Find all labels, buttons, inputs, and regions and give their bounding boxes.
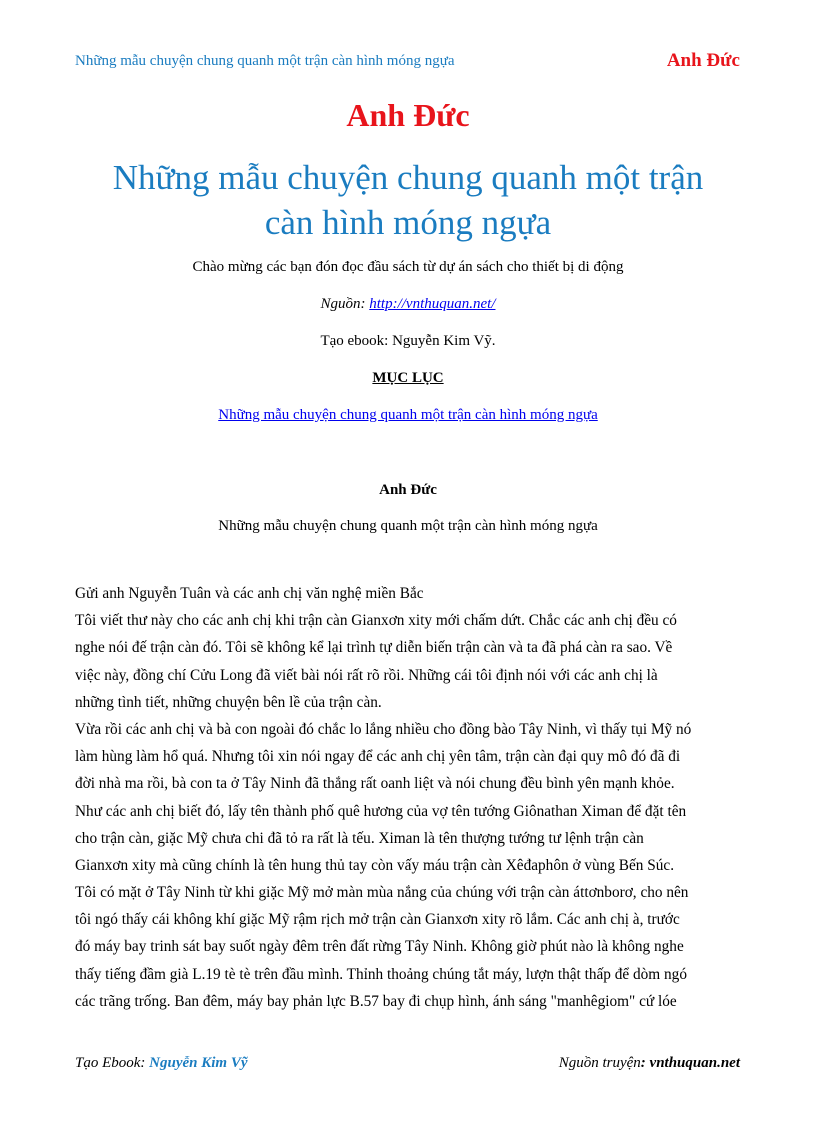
ebook-creator: Tạo ebook: Nguyễn Kim Vỹ.: [320, 333, 496, 349]
section-author: Anh Đức: [379, 482, 437, 498]
footer-creator-name: Nguyễn Kim Vỹ: [149, 1055, 248, 1071]
section-title: Những mẫu chuyện chung quanh một trận càn hình móng ngựa: [218, 518, 598, 534]
footer-creator-label: Tạo Ebook: [75, 1055, 141, 1071]
body-line: làm hùng làm hổ quá. Nhưng tôi xin nói ngay để các anh chị yên tâm, trận càn đại quy mô đó đã đi: [75, 748, 681, 766]
welcome-text: Chào mừng các bạn đón đọc đầu sách từ dự án sách cho thiết bị di động: [192, 259, 624, 275]
footer-creator-sep: :: [140, 1055, 150, 1071]
toc-heading: MỤC LỤC: [372, 370, 444, 386]
body-line: các trãng trống. Ban đêm, máy bay phản lực B.57 bay đi chụp hình, ánh sáng "manhêgiom" cứ lóe: [75, 992, 677, 1010]
footer-source-sep: :: [640, 1055, 650, 1071]
footer-creator: [75, 1055, 248, 1072]
running-header-author: Anh Đức: [666, 50, 740, 71]
body-line: Vừa rồi các anh chị và bà con ngoài đó chắc lo lắng nhiều cho đồng bào Tây Ninh, vì thấy tụi Mỹ nó: [75, 720, 692, 738]
body-line: đời nhà ma rồi, bà con ta ở Tây Ninh đã thắng rất oanh liệt và nói chung đều bình yên mạnh khỏe.: [75, 775, 675, 793]
cover-title-line-2: càn hình móng ngựa: [264, 203, 552, 242]
cover-author: Anh Đức: [346, 97, 470, 133]
source-link[interactable]: http://vnthuquan.net/: [369, 296, 496, 312]
cover-title: [0, 155, 816, 245]
cover-title-line-1: Những mẫu chuyện chung quanh một trận: [112, 158, 704, 197]
running-header-title: Những mẫu chuyện chung quanh một trận càn hình móng ngựa: [75, 53, 455, 69]
body-line: Như các anh chị biết đó, lấy tên thành phố quê hương của vợ tên tướng Giônathan Ximan để đặt tên: [75, 802, 687, 820]
footer-source: [559, 1055, 740, 1072]
body-line: Tôi có mặt ở Tây Ninh từ khi giặc Mỹ mở màn mùa nắng của chúng với trận càn áttơnborơ, cho nên: [75, 884, 689, 902]
body-line: Tôi viết thư này cho các anh chị khi trận càn Gianxơn xity mới chấm dứt. Chắc các anh chị đều có: [75, 612, 677, 630]
source-label: Nguồn:: [320, 296, 370, 312]
footer-source-name: vnthuquan.net: [649, 1055, 740, 1071]
body-line: thấy tiếng đầm già L.19 tè tè trên đầu mình. Thỉnh thoảng chúng tắt máy, lượn thật thấp để dòm ngó: [75, 965, 687, 983]
body-line: tôi ngó thấy cái không khí giặc Mỹ rậm rịch mở trận càn Gianxơn xity rõ lắm. Các anh chị à, trước: [75, 911, 680, 929]
body-line: nghe nói đế trận càn đó. Tôi sẽ không kể lại trình tự diễn biến trận càn và ta đã phá càn ra sao. Về: [75, 639, 673, 657]
body-line: đó máy bay trinh sát bay suốt ngày đêm trên đất rừng Tây Ninh. Không giờ phút nào là không nghe: [75, 938, 684, 956]
footer-source-label: Nguồn truyện: [558, 1055, 641, 1071]
body-line: Gianxơn xity mà cũng chính là tên hung thủ tay còn vấy máu trận càn Xêđaphôn ở vùng Bến Súc.: [75, 856, 675, 874]
body-line: cho trận càn, giặc Mỹ chưa chi đã tỏ ra rất là tếu. Ximan là tên thượng tướng tư lệnh trận càn: [75, 829, 644, 847]
toc-link[interactable]: Những mẫu chuyện chung quanh một trận càn hình móng ngựa: [218, 407, 598, 423]
body-line: những tình tiết, những chuyện bên lề của trận càn.: [75, 693, 382, 711]
body-text: [75, 580, 743, 1015]
body-line: việc này, đồng chí Cửu Long đã viết bài nói rất rõ rồi. Những cái tôi định nói với các anh chị là: [75, 666, 658, 684]
source-line: [0, 296, 816, 313]
body-line: Gửi anh Nguyễn Tuân và các anh chị văn nghệ miền Bắc: [75, 585, 424, 602]
